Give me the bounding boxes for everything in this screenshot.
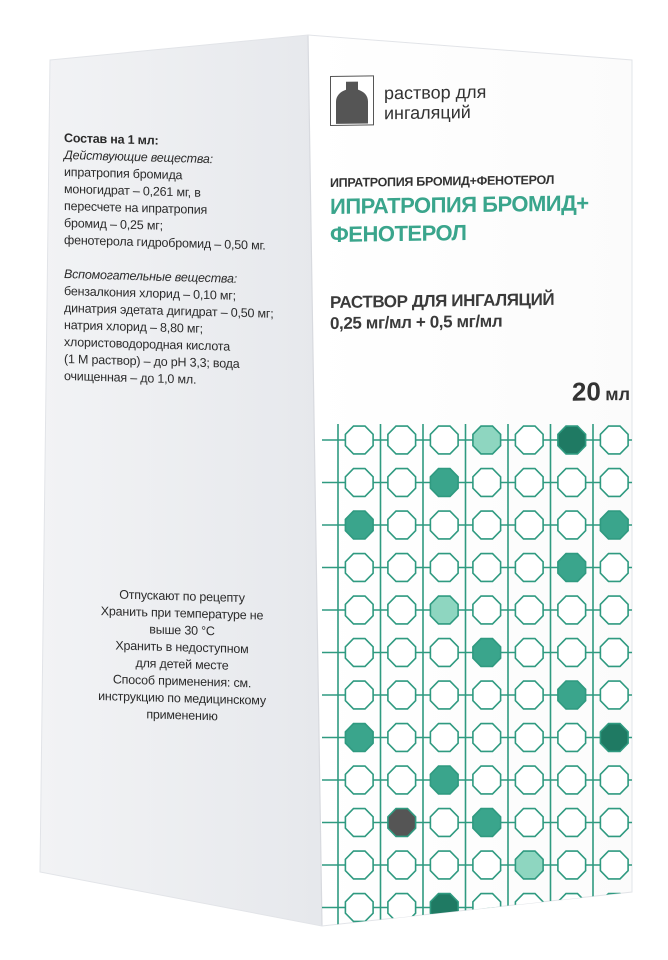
storage-line: Способ применения: см. — [112, 672, 252, 691]
lattice-octagon — [643, 554, 668, 582]
lattice-octagon — [388, 724, 416, 752]
lattice-octagon — [643, 724, 668, 752]
storage-line: выше 30 °С — [149, 622, 215, 639]
lattice-octagon — [600, 851, 628, 879]
lattice-octagon — [473, 469, 501, 497]
lattice-octagon — [558, 596, 586, 624]
lattice-octagon — [515, 596, 543, 624]
lattice-octagon — [388, 894, 416, 922]
excipient-line: натрия хлорид – 8,80 мг; — [64, 318, 203, 336]
lattice-octagon — [430, 724, 458, 752]
lattice-octagon — [430, 894, 458, 922]
lattice-octagon — [430, 936, 458, 960]
lattice-octagon — [515, 724, 543, 752]
active-line: ипратропия бромида — [64, 165, 183, 183]
lattice-octagon — [515, 809, 543, 837]
lattice-octagon — [643, 851, 668, 879]
lattice-octagon — [473, 426, 501, 454]
lattice-octagon — [345, 511, 373, 539]
active-line: пересчете на ипратропия — [64, 199, 208, 217]
lattice-octagon — [515, 511, 543, 539]
lattice-octagon — [345, 596, 373, 624]
lattice-octagon — [600, 554, 628, 582]
excipients-label: Вспомогательные вещества: — [64, 267, 237, 286]
lattice-octagon — [430, 681, 458, 709]
lattice-octagon — [345, 766, 373, 794]
lattice-octagon — [558, 851, 586, 879]
lattice-octagon — [515, 894, 543, 922]
dosage-info — [330, 288, 630, 334]
active-line: моногидрат – 0,261 мг, в — [64, 182, 201, 200]
lattice-octagon — [345, 894, 373, 922]
lattice-octagon — [430, 766, 458, 794]
lattice-octagon — [643, 469, 668, 497]
lattice-octagon — [600, 681, 628, 709]
lattice-octagon — [473, 936, 501, 960]
lattice-octagon — [430, 554, 458, 582]
lattice-octagon — [558, 809, 586, 837]
lattice-octagon — [388, 681, 416, 709]
lattice-octagon — [515, 851, 543, 879]
lattice-octagon — [515, 469, 543, 497]
lattice-octagon — [515, 766, 543, 794]
lattice-octagon — [643, 511, 668, 539]
lattice-octagon — [643, 639, 668, 667]
composition-block — [64, 130, 304, 392]
volume-number: 20 — [571, 376, 601, 407]
lattice-octagon — [473, 681, 501, 709]
lattice-octagon — [600, 639, 628, 667]
lattice-octagon — [345, 426, 373, 454]
lattice-octagon — [643, 681, 668, 709]
lattice-octagon — [643, 936, 668, 960]
storage-line: применению — [146, 707, 218, 724]
excipient-line: динатрия эдетата дигидрат – 0,50 мг; — [64, 301, 274, 321]
volume-unit: мл — [605, 383, 630, 405]
bottle-icon — [330, 75, 374, 126]
lattice-octagon — [600, 596, 628, 624]
lattice-octagon — [600, 894, 628, 922]
composition-heading: Состав на 1 мл: — [64, 131, 159, 148]
lattice-octagon — [473, 596, 501, 624]
lattice-octagon — [643, 596, 668, 624]
lattice-octagon — [430, 809, 458, 837]
lattice-octagon — [600, 511, 628, 539]
lattice-octagon — [558, 511, 586, 539]
excipient-line: (1 М раствор) – до pH 3,3; вода — [64, 352, 240, 371]
active-line: бромид – 0,25 мг; — [64, 216, 163, 233]
lattice-octagon — [430, 596, 458, 624]
lattice-octagon — [643, 766, 668, 794]
lattice-octagon — [345, 554, 373, 582]
excipient-line: очищенная – до 1,0 мл. — [64, 369, 197, 387]
lattice-octagon — [388, 936, 416, 960]
lattice-octagon — [643, 426, 668, 454]
lattice-octagon — [473, 809, 501, 837]
lattice-octagon — [345, 681, 373, 709]
lattice-octagon — [388, 766, 416, 794]
lattice-octagon — [600, 724, 628, 752]
lattice-octagon — [558, 469, 586, 497]
lattice-octagon — [473, 851, 501, 879]
excipient-line: бензалкония хлорид – 0,10 мг; — [64, 284, 236, 303]
lattice-octagon — [430, 851, 458, 879]
storage-block — [62, 585, 302, 728]
lattice-octagon — [600, 809, 628, 837]
lattice-octagon — [388, 639, 416, 667]
lattice-octagon — [600, 469, 628, 497]
lattice-octagon — [473, 639, 501, 667]
lattice-octagon — [600, 766, 628, 794]
lattice-octagon — [345, 469, 373, 497]
lattice-octagon — [430, 426, 458, 454]
dosage-form-line: РАСТВОР ДЛЯ ИНГАЛЯЦИЙ — [330, 289, 555, 312]
lattice-octagon — [388, 596, 416, 624]
lattice-octagon — [430, 511, 458, 539]
dosage-form-logo — [330, 68, 620, 132]
lattice-octagon — [473, 894, 501, 922]
product-name — [330, 189, 630, 249]
product-name-line: ИПРАТРОПИЯ БРОМИД+ — [330, 190, 589, 219]
lattice-octagon — [430, 639, 458, 667]
lattice-octagon — [515, 936, 543, 960]
lattice-octagon — [558, 554, 586, 582]
lattice-octagon — [430, 469, 458, 497]
lattice-octagon — [388, 426, 416, 454]
volume-label — [480, 376, 630, 409]
active-line: фенотерола гидробромид – 0,50 мг. — [64, 233, 266, 253]
lattice-octagon — [558, 426, 586, 454]
lattice-octagon — [388, 554, 416, 582]
lattice-octagon — [473, 724, 501, 752]
lattice-octagon — [600, 426, 628, 454]
lattice-octagon — [345, 936, 373, 960]
storage-line: Отпускают по рецепту — [119, 587, 245, 606]
lattice-octagon — [600, 936, 628, 960]
lattice-octagon — [473, 554, 501, 582]
lattice-octagon — [473, 766, 501, 794]
lattice-octagon — [345, 639, 373, 667]
lattice-octagon — [558, 681, 586, 709]
dosage-strength-line: 0,25 мг/мл + 0,5 мг/мл — [330, 311, 503, 333]
lattice-octagon — [643, 809, 668, 837]
logo-line: раствор для — [384, 81, 487, 104]
storage-line: Хранить при температуре не — [100, 604, 264, 623]
active-substances-label: Действующие вещества: — [64, 148, 213, 167]
lattice-octagon — [515, 639, 543, 667]
lattice-octagon — [473, 511, 501, 539]
product-name-line: ФЕНОТЕРОЛ — [330, 220, 467, 247]
lattice-octagon — [515, 554, 543, 582]
excipient-line: хлористоводородная кислота — [64, 335, 230, 354]
lattice-octagon — [558, 766, 586, 794]
product-name-small: ИПРАТРОПИЯ БРОМИД+ФЕНОТЕРОЛ — [330, 172, 555, 190]
lattice-octagon — [558, 639, 586, 667]
lattice-octagon — [388, 511, 416, 539]
lattice-octagon — [345, 724, 373, 752]
lattice-octagon — [515, 426, 543, 454]
lattice-octagon — [345, 809, 373, 837]
lattice-octagon — [345, 851, 373, 879]
lattice-octagon — [388, 851, 416, 879]
storage-line: Хранить в недоступном — [115, 638, 249, 657]
lattice-octagon — [558, 724, 586, 752]
storage-line: для детей месте — [135, 656, 229, 673]
logo-line: ингаляций — [384, 102, 471, 124]
lattice-octagon — [515, 681, 543, 709]
lattice-octagon — [643, 894, 668, 922]
storage-line: инструкцию по медицинскому — [98, 689, 266, 708]
lattice-octagon — [388, 809, 416, 837]
lattice-octagon — [558, 936, 586, 960]
lattice-octagon — [388, 469, 416, 497]
